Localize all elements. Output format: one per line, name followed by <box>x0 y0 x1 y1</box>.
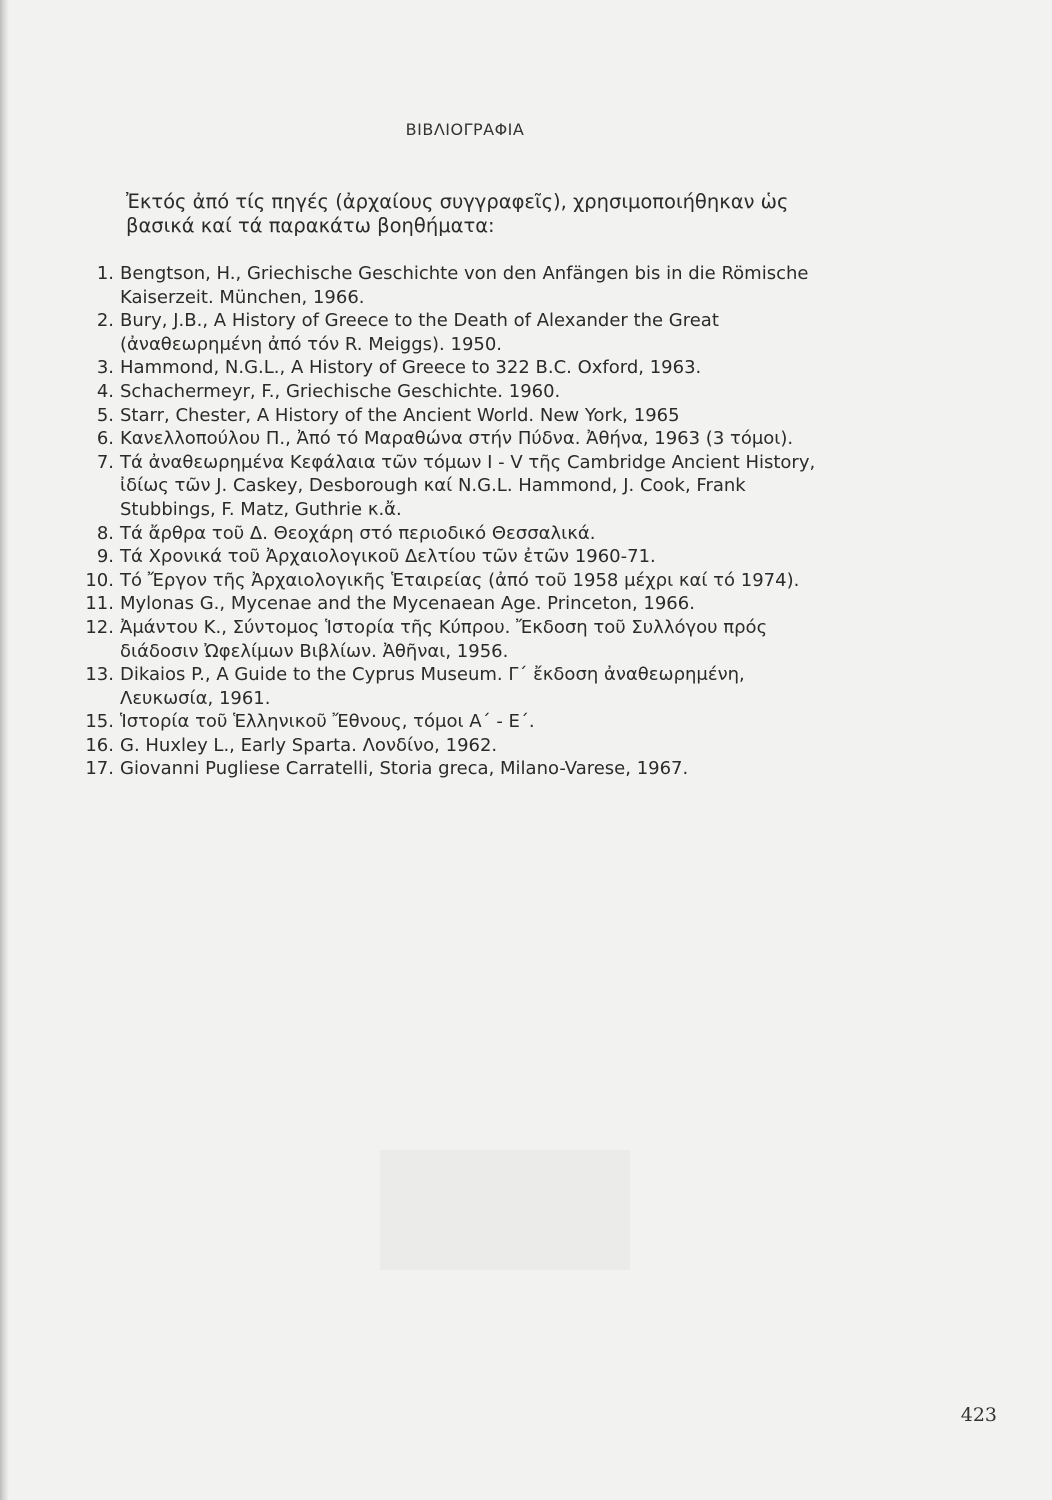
list-item <box>76 404 846 428</box>
entry-number: 12. <box>85 616 114 638</box>
entry-text: Starr, Chester, A History of the Ancient World. New York, 1965 <box>120 404 680 426</box>
entry-text: Mylonas G., Mycenae and the Mycenaean Age. Princeton, 1966. <box>120 593 695 615</box>
entry-number: 9. <box>96 546 114 568</box>
entry-number: 5. <box>96 404 114 426</box>
entry-text: Dikaios P., A Guide to the Cyprus Museum. Γ´ ἔκδοση ἀναθεωρημένη, Λευκωσία, 1961. <box>120 664 745 709</box>
entry-number: 13. <box>85 664 114 686</box>
list-item <box>76 380 846 404</box>
list-item <box>76 663 846 710</box>
entry-text: Κανελλοπούλου Π., Ἀπό τό Μαραθώνα στήν Πύδνα. Ἀθήνα, 1963 (3 τόμοι). <box>120 428 794 450</box>
page-number: 423 <box>960 1404 997 1426</box>
list-item <box>76 451 846 522</box>
list-item <box>76 545 846 569</box>
entry-number: 4. <box>96 380 114 402</box>
list-item <box>76 592 846 616</box>
entry-text: Τά ἄρθρα τοῦ Δ. Θεοχάρη στό περιοδικό Θεσσαλικά. <box>120 522 596 544</box>
entry-text: Ἀμάντου Κ., Σύντομος Ἱστορία τῆς Κύπρου. Ἔκδοση τοῦ Συλλόγου πρός διάδοσιν Ὠφελίμων Βιβλίων. Ἀθῆναι, 1956. <box>120 616 768 662</box>
bleed-through-shadow <box>380 1150 630 1270</box>
entry-number: 15. <box>85 711 114 733</box>
list-item <box>76 262 846 309</box>
entry-number: 16. <box>85 734 114 756</box>
list-item <box>76 710 846 734</box>
list-item <box>76 522 846 546</box>
entry-text: Τά Χρονικά τοῦ Ἀρχαιολογικοῦ Δελτίου τῶν ἐτῶν 1960-71. <box>120 546 656 568</box>
list-item <box>76 757 846 781</box>
list-item <box>76 734 846 758</box>
entry-text: Ἱστορία τοῦ Ἑλληνικοῦ Ἔθνους, τόμοι Α´ - Ε´. <box>120 711 535 733</box>
entry-number: 3. <box>96 357 114 379</box>
list-item <box>76 616 846 663</box>
entry-number: 17. <box>85 758 114 780</box>
entry-text: Τό Ἔργον τῆς Ἀρχαιολογικῆς Ἑταιρείας (ἀπό τοῦ 1958 μέχρι καί τό 1974). <box>120 569 800 591</box>
list-item <box>76 427 846 451</box>
entry-text: G. Huxley L., Early Sparta. Λονδίνο, 1962. <box>120 734 498 756</box>
entry-text: Bengtson, H., Griechische Geschichte von den Anfängen bis in die Römische Kaiserzeit. München, 1966. <box>120 263 809 308</box>
entry-text: Schachermeyr, F., Griechische Geschichte. 1960. <box>120 380 561 402</box>
entry-text: Bury, J.B., A History of Greece to the Death of Alexander the Great (ἀναθεωρημένη ἀπό τόν R. Meiggs). 1950. <box>120 310 719 355</box>
entry-text: Giovanni Pugliese Carratelli, Storia greca, Milano-Varese, 1967. <box>120 758 689 780</box>
bibliography-list <box>76 262 846 781</box>
page-title: ΒΙΒΛΙΟΓΡΑΦΙΑ <box>405 120 525 139</box>
list-item <box>76 356 846 380</box>
entry-number: 10. <box>85 569 114 591</box>
page-edge-shadow <box>0 0 9 1500</box>
entry-number: 1. <box>96 263 114 284</box>
entry-text: Hammond, N.G.L., A History of Greece to 322 B.C. Oxford, 1963. <box>120 357 702 379</box>
list-item <box>76 309 846 356</box>
entry-number: 11. <box>85 593 114 615</box>
entry-number: 7. <box>96 451 114 473</box>
entry-number: 6. <box>96 428 114 450</box>
entry-text: Τά ἀναθεωρημένα Κεφάλαια τῶν τόμων I - V τῆς Cambridge Ancient History, ἰδίως τῶν J. Caskey, Desborough καί N.G.L. Hammond, J. Cook, Frank Stubbings, F. Matz, Guthrie κ.ἄ. <box>120 451 816 520</box>
list-item <box>76 569 846 593</box>
entry-number: 2. <box>96 310 114 332</box>
entry-number: 8. <box>96 522 114 544</box>
intro-paragraph: Ἐκτός ἀπό τίς πηγές (ἀρχαίους συγγραφεῖς), χρησιμοποιήθηκαν ὡς βασικά καί τά παρακάτω βοηθήματα: <box>126 190 789 237</box>
